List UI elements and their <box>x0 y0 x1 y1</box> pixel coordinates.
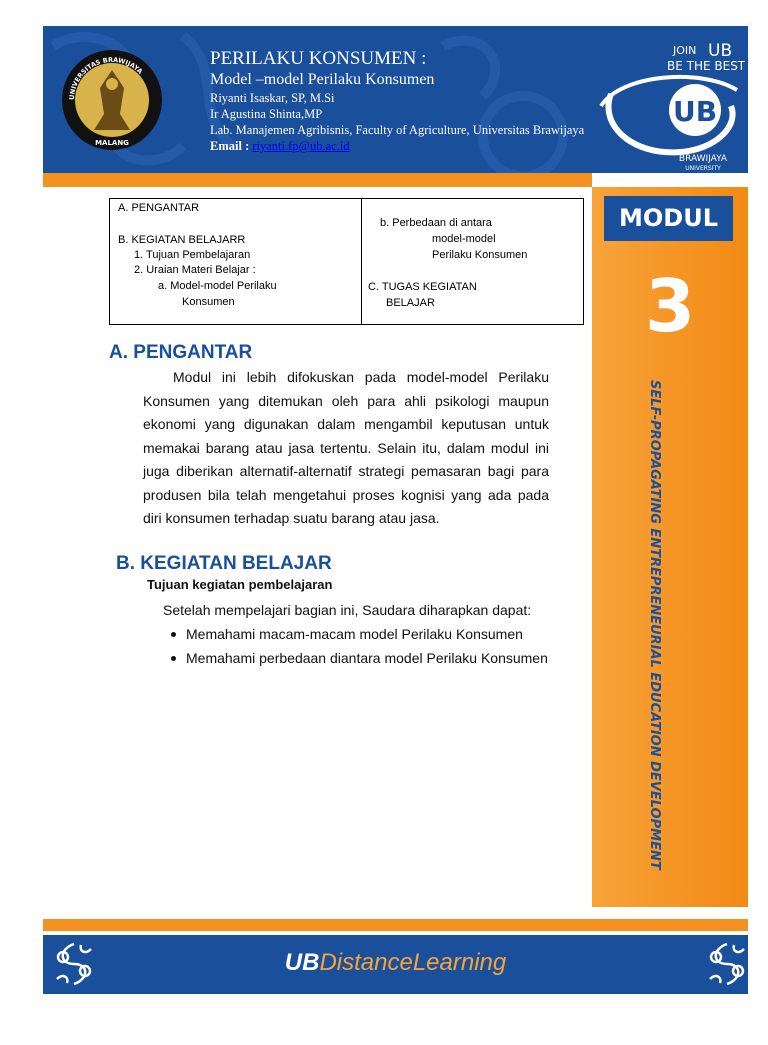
modul-number: 3 <box>644 264 696 348</box>
section-a-text: Modul ini lebih difokuskan pada model-model Perilaku Konsumen yang ditemukan oleh para ahli psikologi maupun ekonomi yang digunakan dalam mengambil keputusan untuk memakai barang atau jasa tertentu. Selain itu, dalam modul ini juga diberikan alternatif-alternatif strategi pemasaran bagi para produsen bila telah mengetahui proses kognisi yang ada pada diri konsumen terhadap suatu barang atau jasa. <box>143 369 549 526</box>
toc-item-b2a-1: a. Model-model Perilaku <box>158 280 277 292</box>
orange-divider <box>43 173 592 187</box>
document-subtitle: Model –model Perilaku Konsumen <box>210 71 435 88</box>
toc-divider <box>361 199 362 324</box>
section-b-subheading: Tujuan kegiatan pembelajaran <box>147 577 333 592</box>
logo-brawijaya-text: BRAWIJAYA <box>678 154 728 164</box>
document-title: PERILAKU KONSUMEN : <box>210 48 427 69</box>
author-1: Riyanti Isaskar, SP, M.Si <box>210 91 335 105</box>
email-label: Email : <box>210 139 250 153</box>
header-banner <box>43 26 748 173</box>
bullet-dot <box>171 656 176 661</box>
vertical-tagline: SELF-PROPAGATING ENTREPRENEURIAL EDUCATION DEVELOPMENT <box>647 380 662 870</box>
section-b-title: B. KEGIATAN BELAJAR <box>116 553 332 574</box>
university-seal-icon <box>60 48 164 152</box>
toc-item-b2: 2. Uraian Materi Belajar : <box>134 264 256 276</box>
bullet-dot <box>171 632 176 637</box>
footer-brand <box>43 946 748 980</box>
table-of-contents <box>109 198 584 325</box>
footer-banner <box>43 935 748 994</box>
affiliation: Lab. Manajemen Agribisnis, Faculty of Agriculture, Universitas Brawijaya <box>210 123 585 137</box>
footer-brand-rest: DistanceLearning <box>319 949 507 976</box>
bullet-item-2: Memahami perbedaan diantara model Perilaku Konsumen <box>186 650 548 666</box>
modul-label: MODUL <box>604 196 733 241</box>
seal-text-city: MALANG <box>95 139 129 147</box>
sidebar-panel <box>592 187 748 907</box>
logo-university-text: UNIVERSITY <box>685 165 721 172</box>
toc-item-c-2: BELAJAR <box>386 297 435 309</box>
author-2: Ir Agustina Shinta,MP <box>210 107 323 121</box>
seal-text-university: UNIVERSITAS BRAWIJAYA <box>67 55 145 101</box>
section-a-paragraph <box>143 366 549 531</box>
toc-item-b2b-3: Perilaku Konsumen <box>432 249 528 261</box>
footer-orange-bar <box>43 919 748 931</box>
toc-item-b: B. KEGIATAN BELAJARR <box>118 234 246 246</box>
logo-badge-text: UB <box>672 95 718 128</box>
section-a-title: A. PENGANTAR <box>109 342 253 363</box>
toc-item-b2b-2: model-model <box>432 233 496 245</box>
header-text-block <box>210 48 584 154</box>
logo-join-text: JOIN <box>673 44 697 57</box>
toc-item-b1: 1. Tujuan Pembelajaran <box>134 249 251 261</box>
email-line <box>210 138 584 154</box>
logo-be-text: BE THE BEST <box>667 59 745 73</box>
toc-item-a: A. PENGANTAR <box>118 202 200 214</box>
ub-logo-icon <box>591 34 745 172</box>
section-b-intro: Setelah mempelajari bagian ini, Saudara diharapkan dapat: <box>163 602 532 618</box>
flourish-ornament-icon <box>702 939 748 989</box>
toc-item-c-1: C. TUGAS KEGIATAN <box>368 281 477 293</box>
bullet-item-1: Memahami macam-macam model Perilaku Konsumen <box>186 626 523 642</box>
toc-item-b2a-2: Konsumen <box>182 296 235 308</box>
email-link[interactable]: riyanti.fp@ub.ac.id <box>252 139 350 153</box>
toc-item-b2b-1: b. Perbedaan di antara <box>380 217 492 229</box>
footer-brand-bold: UB <box>284 949 320 976</box>
logo-ub-text: UB <box>708 41 733 61</box>
